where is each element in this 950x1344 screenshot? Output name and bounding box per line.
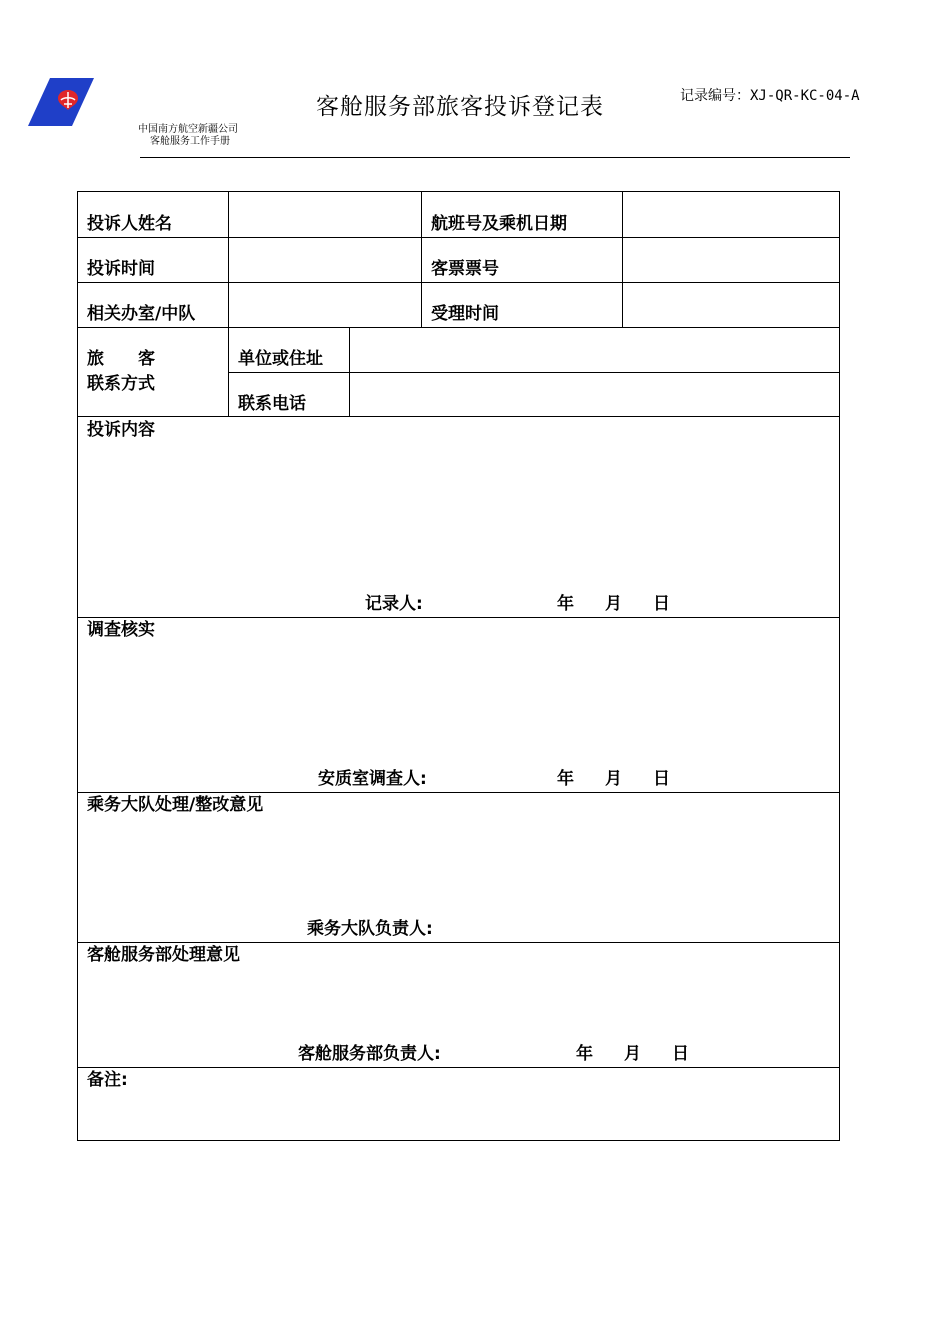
row-divider <box>78 792 839 793</box>
date-day: 日 <box>653 769 670 789</box>
date-year: 年 <box>557 594 574 614</box>
row-divider <box>78 1067 839 1068</box>
company-name <box>138 124 238 148</box>
dept-leader-label: 客舱服务部负责人: <box>298 1044 441 1064</box>
recorder-label: 记录人: <box>365 594 423 614</box>
row-divider <box>228 372 839 373</box>
complaint-time-label: 投诉时间 <box>87 259 155 279</box>
record-number: 记录编号：XJ-QR-KC-04-A <box>680 88 860 104</box>
date-month: 月 <box>624 1044 641 1064</box>
date-month: 月 <box>605 594 622 614</box>
date-month: 月 <box>605 769 622 789</box>
date-day: 日 <box>672 1044 689 1064</box>
complainant-name-label: 投诉人姓名 <box>87 214 172 234</box>
row-divider <box>78 416 839 417</box>
phone-label: 联系电话 <box>238 394 306 414</box>
ticket-no-label: 客票票号 <box>431 259 499 279</box>
company-line2: 客舱服务工作手册 <box>150 136 230 147</box>
airline-logo-icon <box>28 78 94 126</box>
date-year: 年 <box>557 769 574 789</box>
flight-date-label: 航班号及乘机日期 <box>431 214 567 234</box>
company-line1: 中国南方航空新疆公司 <box>138 124 238 135</box>
row-divider <box>78 237 839 238</box>
row-divider <box>78 327 839 328</box>
col-divider <box>228 192 229 416</box>
brigade-leader-label: 乘务大队负责人: <box>307 919 433 939</box>
page-title: 客舱服务部旅客投诉登记表 <box>316 94 604 120</box>
contact-method-label: 联系方式 <box>87 374 155 394</box>
row-divider <box>78 942 839 943</box>
investigator-label: 安质室调查人: <box>318 769 427 789</box>
col-divider <box>622 192 623 327</box>
col-divider <box>349 327 350 416</box>
date-year: 年 <box>576 1044 593 1064</box>
address-label: 单位或住址 <box>238 349 323 369</box>
complaint-form <box>77 191 840 1141</box>
header-divider <box>140 157 850 158</box>
row-divider <box>78 282 839 283</box>
passenger-label: 旅 客 <box>87 349 155 369</box>
col-divider <box>421 192 422 327</box>
office-team-label: 相关办室/中队 <box>87 304 196 324</box>
date-day: 日 <box>653 594 670 614</box>
row-divider <box>78 617 839 618</box>
dept-opinion-label: 客舱服务部处理意见 <box>87 945 240 965</box>
accept-time-label: 受理时间 <box>431 304 499 324</box>
investigation-label: 调查核实 <box>87 620 155 640</box>
brigade-handling-label: 乘务大队处理/整改意见 <box>87 795 264 815</box>
complaint-content-label: 投诉内容 <box>87 420 155 440</box>
remarks-label: 备注: <box>87 1070 128 1090</box>
